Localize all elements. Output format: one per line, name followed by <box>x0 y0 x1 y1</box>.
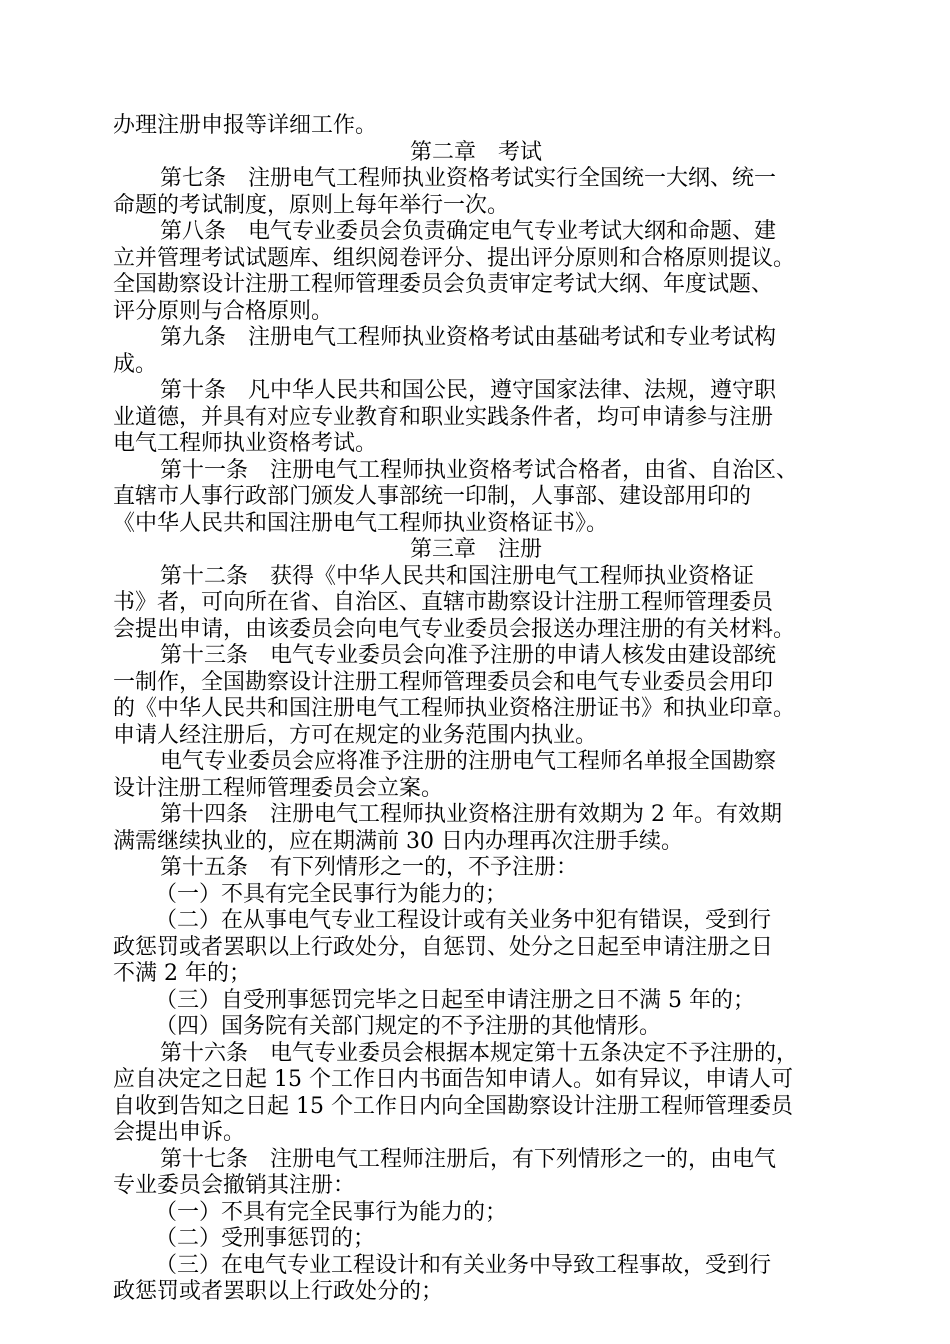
text-line: 专业委员会撤销其注册： <box>113 1173 356 1198</box>
text-line: 立并管理考试试题库、组织阅卷评分、提出评分原则和合格原则提议。 <box>113 245 796 271</box>
text-line: 不满 2 年的； <box>113 961 251 986</box>
text-line: 自收到告知之日起 15 个工作日内向全国勘察设计注册工程师管理委员 <box>113 1093 793 1119</box>
text-line: 满需继续执业的，应在期满前 30 日内办理再次注册手续。 <box>113 828 683 854</box>
text-line: 第十一条 注册电气工程师执业资格考试合格者，由省、自治区、 <box>160 457 799 483</box>
text-line: 第九条 注册电气工程师执业资格考试由基础考试和专业考试构 <box>160 325 777 350</box>
text-line: 书》者，可向所在省、自治区、直辖市勘察设计注册工程师管理委员 <box>113 590 774 615</box>
text-line: 第十七条 注册电气工程师注册后，有下列情形之一的，由电气 <box>160 1146 777 1172</box>
text-line: （二）在从事电气专业工程设计或有关业务中犯有错误，受到行 <box>155 908 772 933</box>
text-line: 直辖市人事行政部门颁发人事部统一印制，人事部、建设部用印的 <box>113 484 752 509</box>
text-line: 评分原则与合格原则。 <box>113 298 334 324</box>
text-line: 应自决定之日起 15 个工作日内书面告知申请人。如有异议，申请人可 <box>113 1067 793 1092</box>
text-line: 业道德，并具有对应专业教育和职业实践条件者，均可申请参与注册 <box>113 404 774 430</box>
text-line: 第十三条 电气专业委员会向准予注册的申请人核发由建设部统 <box>160 643 777 668</box>
text-line: 会提出申诉。 <box>113 1120 246 1145</box>
text-line: （一）不具有完全民事行为能力的； <box>155 1199 508 1225</box>
text-line: 第十条 凡中华人民共和国公民，遵守国家法律、法规，遵守职 <box>160 378 777 403</box>
text-line: 办理注册申报等详细工作。 <box>113 113 378 138</box>
text-line: 电气工程师执业资格考试。 <box>113 431 378 456</box>
text-line: （二）受刑事惩罚的； <box>155 1226 376 1251</box>
text-line: （一）不具有完全民事行为能力的； <box>155 881 508 907</box>
text-line: 一制作，全国勘察设计注册工程师管理委员会和电气专业委员会用印 <box>113 669 774 695</box>
text-line: 会提出申请，由该委员会向电气专业委员会报送办理注册的有关材料。 <box>113 616 796 642</box>
text-line: （三）自受刑事惩罚完毕之日起至申请注册之日不满 5 年的； <box>155 987 755 1013</box>
text-line: 的《中华人民共和国注册电气工程师执业资格注册证书》和执业印章。 <box>113 696 796 721</box>
text-line: 政惩罚或者罢职以上行政处分，自惩罚、处分之日起至申请注册之日 <box>113 934 774 960</box>
chapter-heading: 第三章 注册 <box>409 537 542 562</box>
text-line: 成。 <box>113 351 158 377</box>
text-line: （四）国务院有关部门规定的不予注册的其他情形。 <box>155 1014 662 1039</box>
text-line: 《中华人民共和国注册电气工程师执业资格证书》。 <box>113 510 609 536</box>
text-line: 第十四条 注册电气工程师执业资格注册有效期为 2 年。有效期 <box>160 802 782 827</box>
text-line: 设计注册工程师管理委员会立案。 <box>113 775 444 801</box>
text-line: 政惩罚或者罢职以上行政处分的； <box>113 1279 444 1304</box>
text-line: 第八条 电气专业委员会负责确定电气专业考试大纲和命题、建 <box>160 219 777 244</box>
chapter-heading: 第二章 考试 <box>409 139 542 165</box>
text-line: 全国勘察设计注册工程师管理委员会负责审定考试大纲、年度试题、 <box>113 272 774 297</box>
text-line: 电气专业委员会应将准予注册的注册电气工程师名单报全国勘察 <box>160 749 777 774</box>
text-line: 第十六条 电气专业委员会根据本规定第十五条决定不予注册的， <box>160 1040 799 1066</box>
text-line: 命题的考试制度，原则上每年举行一次。 <box>113 192 510 218</box>
text-line: 第七条 注册电气工程师执业资格考试实行全国统一大纲、统一 <box>160 166 777 191</box>
text-line: （三）在电气专业工程设计和有关业务中导致工程事故，受到行 <box>155 1252 772 1278</box>
text-line: 第十二条 获得《中华人民共和国注册电气工程师执业资格证 <box>160 563 755 589</box>
text-line: 第十五条 有下列情形之一的，不予注册： <box>160 855 579 880</box>
text-line: 申请人经注册后，方可在规定的业务范围内执业。 <box>113 722 598 748</box>
document-page <box>113 113 839 1306</box>
